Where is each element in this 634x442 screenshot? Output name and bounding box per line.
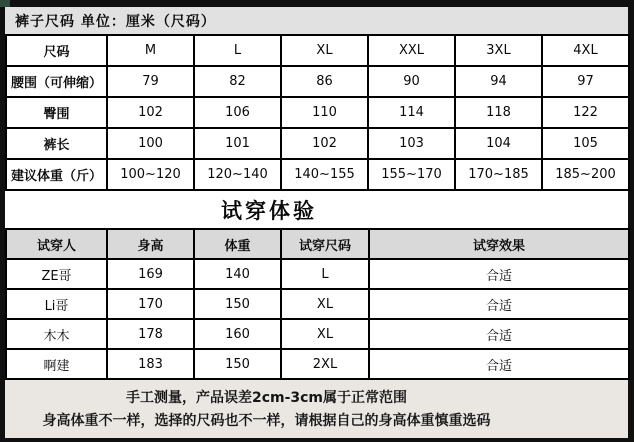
size-cell: 82: [194, 66, 281, 97]
fit-cell: 合适: [369, 289, 629, 319]
size-cell: 86: [281, 66, 368, 97]
fit-person-name: ZE哥: [6, 259, 107, 289]
size-row-label: 臀围: [6, 97, 107, 128]
fit-cell: 183: [107, 349, 194, 379]
size-cell: 118: [455, 97, 542, 128]
fit-column-header: 试穿人: [6, 229, 107, 259]
size-table-row: [6, 159, 629, 190]
fit-column-header: 试穿效果: [369, 229, 629, 259]
footer-note: [5, 380, 628, 438]
fit-cell: 170: [107, 289, 194, 319]
fit-cell: XL: [281, 289, 369, 319]
chart-title-bar: [5, 7, 628, 34]
fit-table-header-row: [6, 229, 629, 259]
size-cell: 97: [542, 66, 629, 97]
size-cell: 101: [194, 128, 281, 159]
fit-cell: 合适: [369, 259, 629, 289]
fit-cell: 合适: [369, 319, 629, 349]
size-table-row: [6, 66, 629, 97]
fit-cell: L: [281, 259, 369, 289]
size-cell: M: [107, 35, 194, 66]
size-cell: XXL: [368, 35, 455, 66]
fit-person-name: Li哥: [6, 289, 107, 319]
fit-column-header: 试穿尺码: [281, 229, 369, 259]
fit-cell: 合适: [369, 349, 629, 379]
size-cell: 170~185: [455, 159, 542, 190]
chart-title: 裤子尺码 单位：厘米（尺码）: [15, 13, 216, 30]
size-table-row: [6, 35, 629, 66]
fit-table-row: [6, 289, 629, 319]
size-row-label: 腰围（可伸缩）: [6, 66, 107, 97]
size-row-label: 建议体重（斤）: [6, 159, 107, 190]
fit-experience-table: [5, 228, 630, 380]
size-row-label: 尺码: [6, 35, 107, 66]
fit-cell: 2XL: [281, 349, 369, 379]
corner-accent-decoration: [0, 0, 10, 7]
fit-cell: 160: [194, 319, 281, 349]
size-cell: 122: [542, 97, 629, 128]
size-cell: 106: [194, 97, 281, 128]
fit-column-header: 体重: [194, 229, 281, 259]
fit-cell: XL: [281, 319, 369, 349]
size-cell: 104: [455, 128, 542, 159]
fit-cell: 150: [194, 289, 281, 319]
size-cell: 140~155: [281, 159, 368, 190]
size-cell: XL: [281, 35, 368, 66]
size-cell: 100: [107, 128, 194, 159]
size-table-row: [6, 128, 629, 159]
size-cell: 4XL: [542, 35, 629, 66]
fit-table-row: [6, 349, 629, 379]
size-cell: 110: [281, 97, 368, 128]
size-cell: 94: [455, 66, 542, 97]
size-cell: 120~140: [194, 159, 281, 190]
size-cell: 100~120: [107, 159, 194, 190]
footer-line-1: 手工测量，产品误差2cm-3cm属于正常范围: [125, 390, 408, 406]
size-cell: 105: [542, 128, 629, 159]
section-title-band: [5, 191, 628, 228]
size-cell: 79: [107, 66, 194, 97]
size-table-row: [6, 97, 629, 128]
fit-person-name: 木木: [6, 319, 107, 349]
size-cell: L: [194, 35, 281, 66]
fit-cell: 140: [194, 259, 281, 289]
size-cell: 114: [368, 97, 455, 128]
chart-frame: [5, 7, 628, 434]
size-cell: 185~200: [542, 159, 629, 190]
fit-table-row: [6, 259, 629, 289]
fit-cell: 150: [194, 349, 281, 379]
size-row-label: 裤长: [6, 128, 107, 159]
fit-table-row: [6, 319, 629, 349]
footer-line-2: 身高体重不一样，选择的尺码也不一样，请根据自己的身高体重慎重选码: [42, 413, 491, 429]
size-cell: 155~170: [368, 159, 455, 190]
size-table: [5, 34, 630, 191]
section-title: 试穿体验: [221, 198, 317, 223]
size-cell: 102: [107, 97, 194, 128]
fit-cell: 178: [107, 319, 194, 349]
size-cell: 3XL: [455, 35, 542, 66]
fit-person-name: 啊建: [6, 349, 107, 379]
size-cell: 90: [368, 66, 455, 97]
size-cell: 103: [368, 128, 455, 159]
size-cell: 102: [281, 128, 368, 159]
fit-column-header: 身高: [107, 229, 194, 259]
fit-cell: 169: [107, 259, 194, 289]
